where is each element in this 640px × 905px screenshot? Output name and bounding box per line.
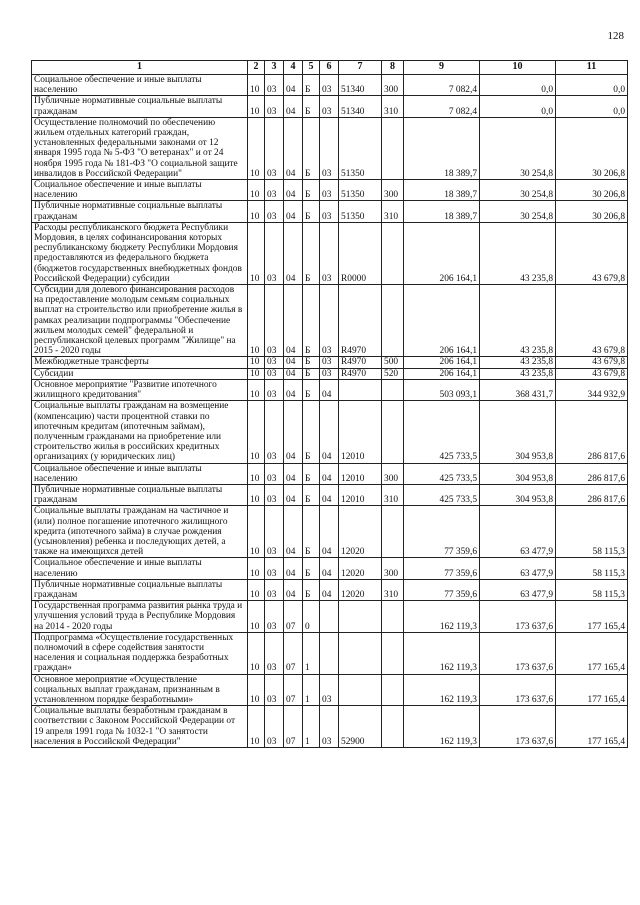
cell-c7 <box>339 674 382 706</box>
cell-c2: 10 <box>248 201 265 222</box>
cell-c9: 425 733,5 <box>404 401 480 463</box>
cell-c3: 03 <box>265 463 284 484</box>
cell-c11: 286 817,6 <box>556 484 628 505</box>
row-description: Социальные выплаты гражданам на возмещение (компенсацию) части процентной ставки по ипотечным кредитам (ипотечным займам), полученным гражданами на приобретение или строительство жилья в российских кредитных организациях (у юридических лиц) <box>32 401 248 463</box>
cell-c6: 04 <box>320 401 339 463</box>
cell-c7 <box>339 632 382 674</box>
cell-c5: 1 <box>303 706 320 748</box>
cell-c7 <box>339 601 382 633</box>
budget-table <box>31 60 628 748</box>
cell-c5: Б <box>303 117 320 179</box>
cell-c11: 43 679,8 <box>556 368 628 379</box>
cell-c10: 63 477,9 <box>480 558 556 579</box>
cell-c3: 03 <box>265 379 284 400</box>
cell-c3: 03 <box>265 285 284 357</box>
cell-c2: 10 <box>248 368 265 379</box>
cell-c4: 04 <box>284 506 303 558</box>
cell-c5: Б <box>303 484 320 505</box>
table-row <box>32 401 628 463</box>
table-row <box>32 463 628 484</box>
column-header: 2 <box>248 61 265 75</box>
row-description: Осуществление полномочий по обеспечению жильем отдельных категорий граждан, установленных федеральными законами от 12 января 1995 года № 5-ФЗ "О ветеранах" и от 24 ноября 1995 года № 181-ФЗ "О социальной защите инвалидов в Российской Федерации" <box>32 117 248 179</box>
cell-c10: 63 477,9 <box>480 506 556 558</box>
column-header: 6 <box>320 61 339 75</box>
cell-c8 <box>382 117 404 179</box>
cell-c6: 03 <box>320 674 339 706</box>
cell-c6: 03 <box>320 706 339 748</box>
cell-c6: 03 <box>320 357 339 368</box>
cell-c3: 03 <box>265 180 284 201</box>
cell-c11: 177 165,4 <box>556 706 628 748</box>
row-description: Публичные нормативные социальные выплаты гражданам <box>32 201 248 222</box>
cell-c7: 51350 <box>339 180 382 201</box>
cell-c3: 03 <box>265 201 284 222</box>
cell-c10: 173 637,6 <box>480 632 556 674</box>
cell-c10: 304 953,8 <box>480 401 556 463</box>
cell-c3: 03 <box>265 506 284 558</box>
cell-c5: Б <box>303 558 320 579</box>
cell-c5: Б <box>303 357 320 368</box>
cell-c8: 520 <box>382 368 404 379</box>
cell-c9: 206 164,1 <box>404 368 480 379</box>
table-row <box>32 357 628 368</box>
cell-c2: 10 <box>248 579 265 600</box>
cell-c9: 206 164,1 <box>404 357 480 368</box>
cell-c11: 30 206,8 <box>556 180 628 201</box>
cell-c11: 58 115,3 <box>556 579 628 600</box>
cell-c2: 10 <box>248 96 265 117</box>
cell-c6: 03 <box>320 180 339 201</box>
cell-c9: 7 082,4 <box>404 75 480 96</box>
cell-c11: 30 206,8 <box>556 117 628 179</box>
cell-c4: 04 <box>284 180 303 201</box>
cell-c10: 43 235,8 <box>480 368 556 379</box>
table-row <box>32 558 628 579</box>
cell-c7: 12010 <box>339 463 382 484</box>
cell-c3: 03 <box>265 222 284 284</box>
cell-c9: 77 359,6 <box>404 506 480 558</box>
cell-c5: 0 <box>303 601 320 633</box>
cell-c3: 03 <box>265 357 284 368</box>
cell-c9: 425 733,5 <box>404 463 480 484</box>
table-row <box>32 506 628 558</box>
cell-c10: 30 254,8 <box>480 201 556 222</box>
cell-c8: 310 <box>382 201 404 222</box>
cell-c8 <box>382 379 404 400</box>
table-row <box>32 601 628 633</box>
cell-c4: 04 <box>284 285 303 357</box>
cell-c5: Б <box>303 222 320 284</box>
cell-c11: 286 817,6 <box>556 401 628 463</box>
row-description: Субсидии для долевого финансирования расходов на предоставление молодым семьям социальных выплат на строительство или приобретение жилья в рамках реализации подпрограммы "Обеспечение жильем молодых семей" федеральной и республиканской целевых программ "Жилище" на 2015 - 2020 годы <box>32 285 248 357</box>
cell-c4: 07 <box>284 706 303 748</box>
cell-c2: 10 <box>248 506 265 558</box>
cell-c7: 12020 <box>339 558 382 579</box>
cell-c10: 173 637,6 <box>480 674 556 706</box>
cell-c11: 177 165,4 <box>556 632 628 674</box>
cell-c6: 04 <box>320 579 339 600</box>
cell-c3: 03 <box>265 401 284 463</box>
cell-c11: 43 679,8 <box>556 357 628 368</box>
cell-c2: 10 <box>248 285 265 357</box>
cell-c11: 344 932,9 <box>556 379 628 400</box>
cell-c8 <box>382 632 404 674</box>
row-description: Публичные нормативные социальные выплаты гражданам <box>32 96 248 117</box>
cell-c3: 03 <box>265 484 284 505</box>
cell-c7 <box>339 379 382 400</box>
cell-c7: 12020 <box>339 506 382 558</box>
row-description: Социальное обеспечение и иные выплаты населению <box>32 180 248 201</box>
cell-c6: 03 <box>320 285 339 357</box>
cell-c4: 04 <box>284 75 303 96</box>
cell-c9: 18 389,7 <box>404 201 480 222</box>
cell-c11: 43 679,8 <box>556 285 628 357</box>
cell-c5: Б <box>303 463 320 484</box>
cell-c11: 0,0 <box>556 96 628 117</box>
cell-c3: 03 <box>265 558 284 579</box>
cell-c4: 07 <box>284 674 303 706</box>
cell-c4: 04 <box>284 379 303 400</box>
cell-c3: 03 <box>265 632 284 674</box>
cell-c6: 04 <box>320 484 339 505</box>
cell-c3: 03 <box>265 75 284 96</box>
row-description: Публичные нормативные социальные выплаты гражданам <box>32 579 248 600</box>
cell-c4: 04 <box>284 96 303 117</box>
cell-c6 <box>320 632 339 674</box>
cell-c8 <box>382 222 404 284</box>
cell-c10: 173 637,6 <box>480 601 556 633</box>
cell-c9: 162 119,3 <box>404 632 480 674</box>
cell-c7: 51350 <box>339 201 382 222</box>
cell-c11: 177 165,4 <box>556 674 628 706</box>
cell-c11: 30 206,8 <box>556 201 628 222</box>
cell-c4: 04 <box>284 357 303 368</box>
cell-c11: 177 165,4 <box>556 601 628 633</box>
cell-c5: Б <box>303 379 320 400</box>
cell-c8 <box>382 674 404 706</box>
cell-c2: 10 <box>248 222 265 284</box>
table-row <box>32 632 628 674</box>
cell-c2: 10 <box>248 75 265 96</box>
cell-c4: 04 <box>284 368 303 379</box>
cell-c9: 18 389,7 <box>404 180 480 201</box>
cell-c10: 43 235,8 <box>480 357 556 368</box>
cell-c9: 18 389,7 <box>404 117 480 179</box>
cell-c2: 10 <box>248 357 265 368</box>
cell-c4: 04 <box>284 579 303 600</box>
cell-c10: 304 953,8 <box>480 484 556 505</box>
row-description: Социальные выплаты безработным гражданам в соответствии с Законом Российской Федерации от 19 апреля 1991 года № 1032-1 "О занятости населения в Российской Федерации" <box>32 706 248 748</box>
cell-c6: 03 <box>320 222 339 284</box>
cell-c10: 0,0 <box>480 75 556 96</box>
cell-c9: 162 119,3 <box>404 601 480 633</box>
column-header: 11 <box>556 61 628 75</box>
cell-c3: 03 <box>265 601 284 633</box>
row-description: Публичные нормативные социальные выплаты гражданам <box>32 484 248 505</box>
cell-c6: 03 <box>320 201 339 222</box>
cell-c5: Б <box>303 285 320 357</box>
cell-c7: R4970 <box>339 368 382 379</box>
cell-c4: 04 <box>284 558 303 579</box>
cell-c2: 10 <box>248 117 265 179</box>
table-row <box>32 484 628 505</box>
column-header: 3 <box>265 61 284 75</box>
cell-c11: 43 679,8 <box>556 222 628 284</box>
row-description: Межбюджетные трансферты <box>32 357 248 368</box>
cell-c4: 04 <box>284 484 303 505</box>
cell-c7: R4970 <box>339 357 382 368</box>
cell-c9: 425 733,5 <box>404 484 480 505</box>
row-description: Субсидии <box>32 368 248 379</box>
cell-c4: 04 <box>284 401 303 463</box>
cell-c11: 58 115,3 <box>556 506 628 558</box>
cell-c3: 03 <box>265 368 284 379</box>
cell-c10: 368 431,7 <box>480 379 556 400</box>
cell-c5: Б <box>303 180 320 201</box>
cell-c5: 1 <box>303 632 320 674</box>
row-description: Социальное обеспечение и иные выплаты населению <box>32 75 248 96</box>
cell-c3: 03 <box>265 117 284 179</box>
cell-c7: R4970 <box>339 285 382 357</box>
row-description: Государственная программа развития рынка труда и улучшения условий труда в Республике Мордовия на 2014 - 2020 годы <box>32 601 248 633</box>
cell-c7: 51350 <box>339 117 382 179</box>
cell-c7: 12010 <box>339 401 382 463</box>
cell-c8: 310 <box>382 96 404 117</box>
cell-c2: 10 <box>248 379 265 400</box>
cell-c8: 300 <box>382 75 404 96</box>
cell-c3: 03 <box>265 706 284 748</box>
cell-c2: 10 <box>248 674 265 706</box>
cell-c5: Б <box>303 506 320 558</box>
cell-c3: 03 <box>265 579 284 600</box>
cell-c5: Б <box>303 201 320 222</box>
cell-c8: 300 <box>382 463 404 484</box>
row-description: Социальные выплаты гражданам на частичное и (или) полное погашение ипотечного жилищного кредита (ипотечного займа) в случае рождения (усыновления) ребенка и последующих детей, а также на имеющихся детей <box>32 506 248 558</box>
cell-c2: 10 <box>248 401 265 463</box>
table-row <box>32 285 628 357</box>
cell-c8: 500 <box>382 357 404 368</box>
cell-c7: 12020 <box>339 579 382 600</box>
table-row <box>32 96 628 117</box>
table-row <box>32 674 628 706</box>
cell-c10: 30 254,8 <box>480 180 556 201</box>
table-row <box>32 75 628 96</box>
cell-c9: 77 359,6 <box>404 579 480 600</box>
table-row <box>32 706 628 748</box>
cell-c11: 58 115,3 <box>556 558 628 579</box>
cell-c9: 206 164,1 <box>404 222 480 284</box>
cell-c3: 03 <box>265 96 284 117</box>
cell-c5: 1 <box>303 674 320 706</box>
column-header: 8 <box>382 61 404 75</box>
cell-c5: Б <box>303 401 320 463</box>
cell-c8 <box>382 285 404 357</box>
cell-c8: 300 <box>382 558 404 579</box>
cell-c8: 310 <box>382 484 404 505</box>
cell-c3: 03 <box>265 674 284 706</box>
cell-c5: Б <box>303 75 320 96</box>
cell-c7: R0000 <box>339 222 382 284</box>
column-header: 1 <box>32 61 248 75</box>
cell-c2: 10 <box>248 558 265 579</box>
page-number: 128 <box>607 30 624 42</box>
column-header: 4 <box>284 61 303 75</box>
cell-c11: 0,0 <box>556 75 628 96</box>
cell-c6 <box>320 601 339 633</box>
cell-c4: 07 <box>284 632 303 674</box>
cell-c8 <box>382 506 404 558</box>
cell-c7: 51340 <box>339 96 382 117</box>
cell-c6: 04 <box>320 506 339 558</box>
cell-c2: 10 <box>248 180 265 201</box>
cell-c7: 12010 <box>339 484 382 505</box>
row-description: Социальное обеспечение и иные выплаты населению <box>32 558 248 579</box>
table-row <box>32 379 628 400</box>
table-row <box>32 222 628 284</box>
cell-c4: 04 <box>284 201 303 222</box>
cell-c5: Б <box>303 96 320 117</box>
cell-c7: 52900 <box>339 706 382 748</box>
cell-c6: 03 <box>320 117 339 179</box>
row-description: Расходы республиканского бюджета Республики Мордовия, в целях софинансирования которых республиканскому бюджету Республики Мордовия предоставляются из федерального бюджета (бюджетов государственных внебюджетных фондов Российской Федерации) субсидии <box>32 222 248 284</box>
table-row <box>32 368 628 379</box>
cell-c9: 162 119,3 <box>404 674 480 706</box>
header-row <box>32 61 628 75</box>
column-header: 9 <box>404 61 480 75</box>
cell-c2: 10 <box>248 632 265 674</box>
row-description: Социальное обеспечение и иные выплаты населению <box>32 463 248 484</box>
cell-c4: 04 <box>284 222 303 284</box>
cell-c7: 51340 <box>339 75 382 96</box>
cell-c4: 04 <box>284 117 303 179</box>
cell-c6: 03 <box>320 96 339 117</box>
table-row <box>32 180 628 201</box>
cell-c10: 63 477,9 <box>480 579 556 600</box>
cell-c10: 304 953,8 <box>480 463 556 484</box>
cell-c8 <box>382 401 404 463</box>
column-header: 10 <box>480 61 556 75</box>
cell-c8: 310 <box>382 579 404 600</box>
cell-c9: 77 359,6 <box>404 558 480 579</box>
cell-c6: 04 <box>320 558 339 579</box>
cell-c6: 04 <box>320 463 339 484</box>
cell-c9: 7 082,4 <box>404 96 480 117</box>
cell-c6: 03 <box>320 368 339 379</box>
cell-c10: 43 235,8 <box>480 222 556 284</box>
column-header: 5 <box>303 61 320 75</box>
cell-c8 <box>382 706 404 748</box>
row-description: Основное мероприятие «Осуществление социальных выплат гражданам, признанным в установленном порядке безработными» <box>32 674 248 706</box>
cell-c6: 03 <box>320 75 339 96</box>
table-row <box>32 201 628 222</box>
table-row <box>32 579 628 600</box>
cell-c2: 10 <box>248 484 265 505</box>
cell-c9: 206 164,1 <box>404 285 480 357</box>
cell-c8: 300 <box>382 180 404 201</box>
cell-c9: 503 093,1 <box>404 379 480 400</box>
cell-c10: 43 235,8 <box>480 285 556 357</box>
cell-c2: 10 <box>248 706 265 748</box>
cell-c10: 0,0 <box>480 96 556 117</box>
cell-c2: 10 <box>248 601 265 633</box>
row-description: Основное мероприятие "Развитие ипотечного жилищного кредитования" <box>32 379 248 400</box>
cell-c2: 10 <box>248 463 265 484</box>
cell-c4: 04 <box>284 463 303 484</box>
cell-c10: 30 254,8 <box>480 117 556 179</box>
cell-c9: 162 119,3 <box>404 706 480 748</box>
cell-c4: 07 <box>284 601 303 633</box>
row-description: Подпрограмма «Осуществление государственных полномочий в сфере содействия занятости населения и социальная поддержка безработных граждан» <box>32 632 248 674</box>
cell-c6: 04 <box>320 379 339 400</box>
table-row <box>32 117 628 179</box>
cell-c5: Б <box>303 368 320 379</box>
column-header: 7 <box>339 61 382 75</box>
cell-c11: 286 817,6 <box>556 463 628 484</box>
cell-c10: 173 637,6 <box>480 706 556 748</box>
cell-c5: Б <box>303 579 320 600</box>
cell-c8 <box>382 601 404 633</box>
